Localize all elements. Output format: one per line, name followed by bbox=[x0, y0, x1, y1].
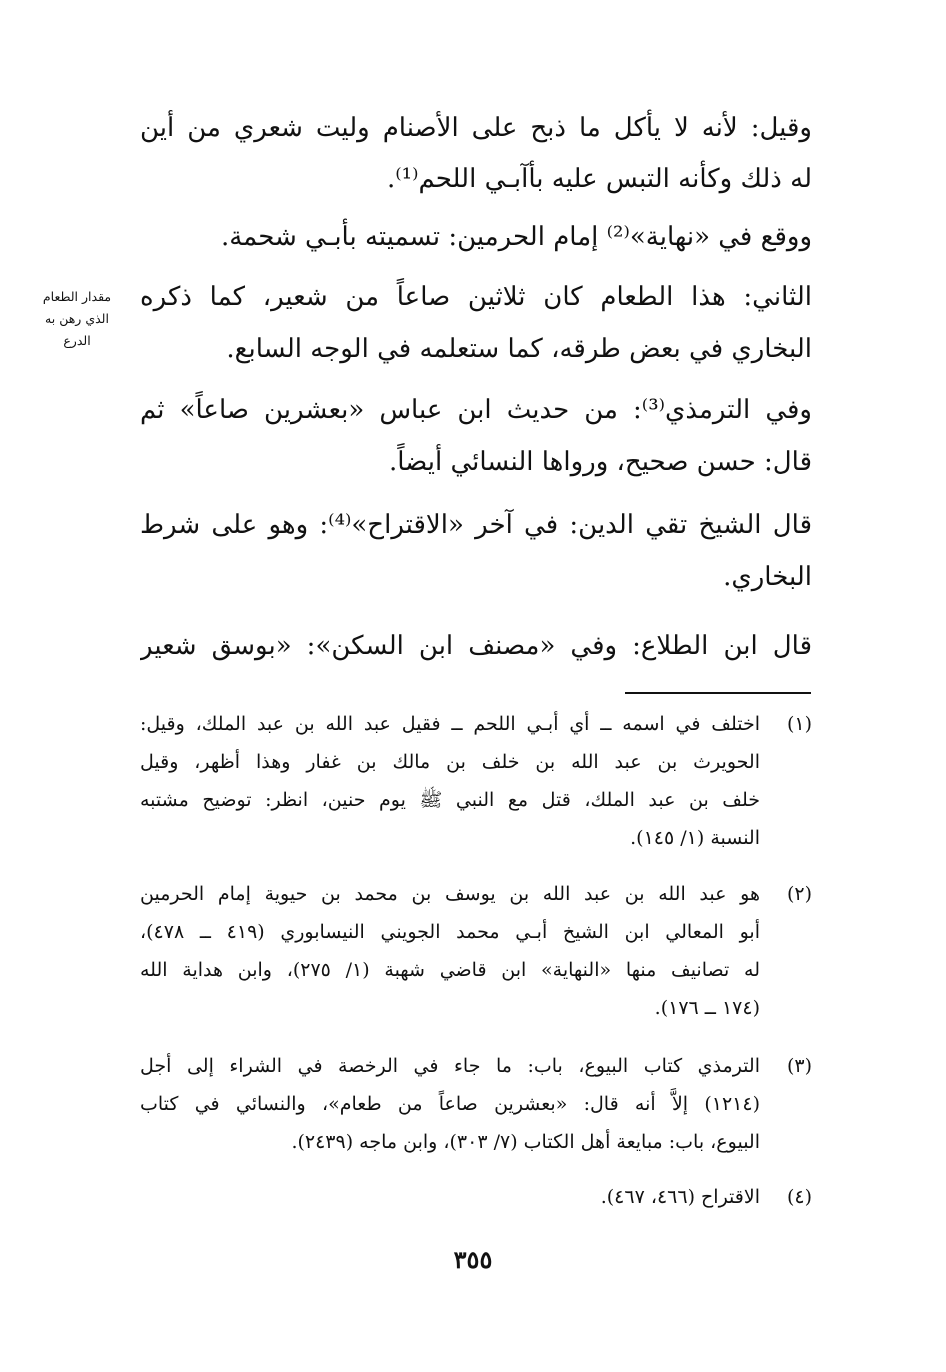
footnote-line: الترمذي كتاب البيوع، باب: ما جاء في الرخصة في الشراء إلى أجل bbox=[140, 1055, 760, 1077]
paragraph-4-line-1: وفي الترمذي⁽³⁾: من حديث ابن عباس «بعشرين صاعاً» ثم bbox=[140, 395, 812, 425]
paragraph-5-line-2: البخاري. bbox=[723, 562, 812, 592]
footnote-separator bbox=[625, 692, 811, 694]
paragraph-5-line-1: قال الشيخ تقي الدين: في آخر «الاقتراح»⁽⁴⁾: وهو على شرط bbox=[140, 510, 812, 540]
footnote-line: (١٢١٤) إلاَّ أنه قال: «بعشرين صاعاً من طعام»، والنسائي في كتاب bbox=[140, 1093, 760, 1115]
paragraph-6: قال ابن الطلاع: وفي «مصنف ابن السكن»: «بوسق شعير bbox=[140, 631, 812, 661]
paragraph-3-line-2: البخاري في بعض طرقه، كما ستعلمه في الوجه السابع. bbox=[226, 334, 812, 364]
footnote-number: (١) bbox=[786, 713, 812, 735]
margin-note-line-2: الذي رهن به bbox=[45, 311, 109, 326]
footnote-line: خلف بن عبد الملك، قتل مع النبي ﷺ يوم حنين، انظر: توضيح مشتبه bbox=[140, 789, 760, 811]
footnote-number: (٤) bbox=[786, 1186, 812, 1208]
footnote-line: له تصانيف منها «النهاية» ابن قاضي شهبة (١/ ٢٧٥)، وابن هداية الله bbox=[140, 959, 760, 981]
footnote-number: (٢) bbox=[786, 883, 812, 905]
footnote-line: الاقتراح (٤٦٦، ٤٦٧). bbox=[600, 1186, 760, 1208]
margin-note-line-1: مقدار الطعام bbox=[42, 289, 112, 304]
footnote-line: هو عبد الله بن عبد الله بن يوسف بن محمد بن حيوية إمام الحرمين bbox=[140, 883, 760, 905]
footnote-number: (٣) bbox=[786, 1055, 812, 1077]
footnote-line: أبو المعالي ابن الشيخ أبـي محمد الجويني النيسابوري (٤١٩ ــ ٤٧٨)، bbox=[140, 921, 760, 943]
paragraph-2: ووقع في «نهاية»⁽²⁾ إمام الحرمين: تسميته بأبـي شحمة. bbox=[220, 222, 812, 252]
paragraph-1-line-2: له ذلك وكأنه التبس عليه بأآبـي اللحم⁽¹⁾. bbox=[386, 164, 812, 194]
paragraph-4-line-2: قال: حسن صحيح، ورواها النسائي أيضاً. bbox=[389, 447, 812, 477]
paragraph-1-line-1: وقيل: لأنه لا يأكل ما ذبح على الأصنام وليت شعري من أين bbox=[140, 113, 812, 143]
margin-note-line-3: الدرع bbox=[63, 333, 91, 348]
footnote-line: النسبة (١/ ١٤٥). bbox=[630, 827, 760, 849]
paragraph-3-line-1: الثاني: هذا الطعام كان ثلاثين صاعاً من شعير، كما ذكره bbox=[140, 282, 812, 312]
footnote-line: البيوع، باب: مبايعة أهل الكتاب (٧/ ٣٠٣)، وابن ماجه (٢٤٣٩). bbox=[291, 1131, 760, 1153]
footnote-line: (١٧٤ ــ ١٧٦). bbox=[654, 997, 760, 1019]
footnote-line: اختلف في اسمه ــ أي أبـي اللحم ــ فقيل عبد الله بن عبد الملك، وقيل: bbox=[140, 713, 760, 735]
page-number: ٣٥٥ bbox=[453, 1245, 493, 1274]
footnote-line: الحويرث بن عبد الله بن خلف بن مالك بن غفار وهذا أظهر، وقيل bbox=[140, 751, 760, 773]
margin-note bbox=[18, 286, 136, 352]
